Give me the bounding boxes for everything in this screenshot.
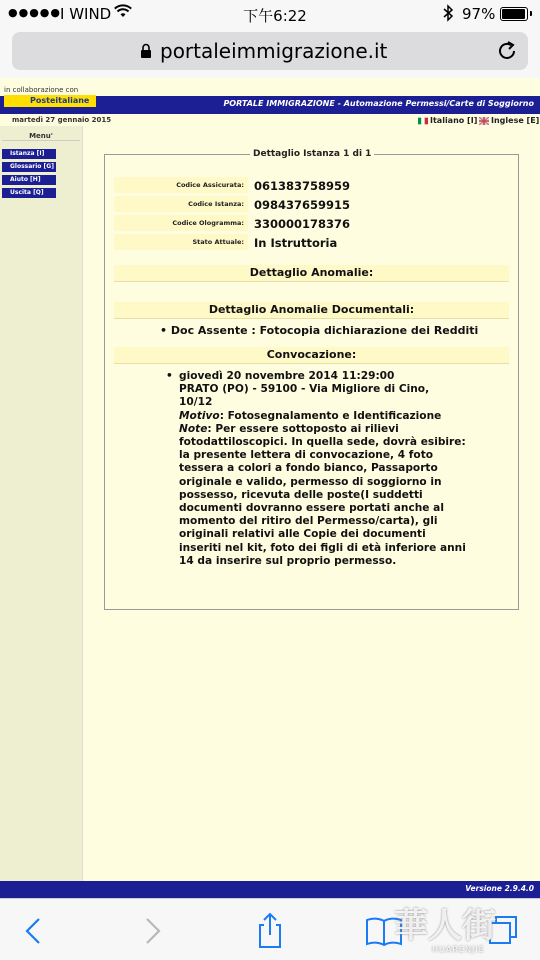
menu-item-uscita[interactable]: Uscita [Q]: [2, 188, 56, 198]
browser-header: [0, 28, 540, 78]
clock: 下午6:22: [243, 7, 307, 25]
lock-icon: [140, 43, 152, 59]
bluetooth-icon: [442, 4, 454, 22]
current-date: martedì 27 gennaio 2015: [12, 116, 112, 124]
watermark-subtext: HUARENJIE: [432, 945, 485, 954]
back-icon[interactable]: [14, 911, 54, 951]
note-text: : Per essere sottoposto ai rilievi fotodattiloscopici. In quella sede, dovrà esibire: la presente lettera di convocazione, 4 foto tessera a colori a fondo bianco, Passaporto originale e valido, permesso di soggiorno in possesso, ricevuta delle poste(I suddetti documenti dovranno essere portati anche al momento del ritiro del Permesso/carta), gli originali relativi alle Copie dei documenti inseriti nel kit, foto dei figli di età inferiore anni 14 da inserire sul proprio permesso.: [179, 422, 466, 567]
field-value-codice-ologramma: 330000178376: [254, 217, 351, 231]
menu-item-istanza[interactable]: Istanza [I]: [2, 149, 56, 159]
list-item: [160, 324, 478, 337]
carrier-name: I WIND: [60, 5, 112, 23]
bullet: •: [160, 324, 171, 337]
language-english-link[interactable]: Inglese [E]: [491, 116, 540, 125]
menu-divider: [2, 140, 80, 141]
convocation-note: [179, 423, 466, 568]
field-value-codice-assicurata: 061383758959: [254, 179, 351, 193]
portal-title: PORTALE IMMIGRAZIONE - Automazione Permessi/Carte di Soggiorno: [223, 99, 534, 108]
status-bar: [0, 0, 540, 28]
battery-percent: 97%: [462, 5, 496, 23]
italy-flag-icon[interactable]: [418, 117, 428, 125]
motivo-label: Motivo: [179, 409, 220, 422]
sidebar-menu: [0, 126, 83, 882]
collaboration-label: in collaborazione con: [4, 86, 79, 94]
section-convocazione: Convocazione:: [114, 347, 509, 364]
convocation-details: [166, 370, 466, 568]
section-dettaglio-anomalie: Dettaglio Anomalie:: [114, 265, 509, 282]
convocation-address: PRATO (PO) - 59100 - Via Migliore di Cino, 10/12: [179, 383, 430, 409]
field-label-codice-istanza: Codice Istanza:: [114, 196, 248, 212]
wifi-icon: [114, 4, 132, 18]
footer-bar: [0, 881, 540, 898]
battery-icon: [500, 7, 528, 21]
doc-anomaly-text: Doc Assente : Fotocopia dichiarazione dei Redditi: [170, 324, 479, 337]
language-italian-link[interactable]: Italiano [I]: [430, 116, 478, 125]
url-text: portaleimmigrazione.it: [160, 39, 388, 63]
field-value-codice-istanza: 098437659915: [254, 198, 351, 212]
section-anomalie-documentali: Dettaglio Anomalie Documentali:: [114, 302, 509, 319]
poste-italiane-logo: Posteitaliane: [4, 95, 96, 107]
menu-title: Menu': [29, 132, 53, 140]
convocation-motivo: [179, 410, 466, 423]
field-value-stato-attuale: In Istruttoria: [254, 236, 338, 250]
watermark-logo: 華人街: [394, 906, 496, 946]
menu-item-glossario[interactable]: Glossario [G]: [2, 162, 56, 172]
address-bar[interactable]: [12, 32, 528, 70]
bullet: •: [166, 370, 173, 382]
field-label-stato-attuale: Stato Attuale:: [114, 234, 248, 250]
fieldset-legend: Dettaglio Istanza 1 di 1: [250, 149, 374, 159]
field-label-codice-assicurata: Codice Assicurata:: [114, 177, 248, 193]
note-label: Note: [179, 422, 208, 435]
share-icon[interactable]: [250, 911, 290, 951]
signal-strength: ●●●●●: [8, 6, 61, 19]
uk-flag-icon[interactable]: [479, 117, 489, 125]
forward-icon[interactable]: [132, 911, 172, 951]
reload-icon[interactable]: [496, 40, 518, 62]
motivo-text: : Fotosegnalamento e Identificazione: [219, 409, 442, 422]
menu-item-aiuto[interactable]: Aiuto [H]: [2, 175, 56, 185]
field-label-codice-ologramma: Codice Ologramma:: [114, 215, 248, 231]
convocation-datetime: giovedì 20 novembre 2014 11:29:00: [179, 370, 395, 382]
version-label: Versione 2.9.4.0: [465, 884, 534, 893]
